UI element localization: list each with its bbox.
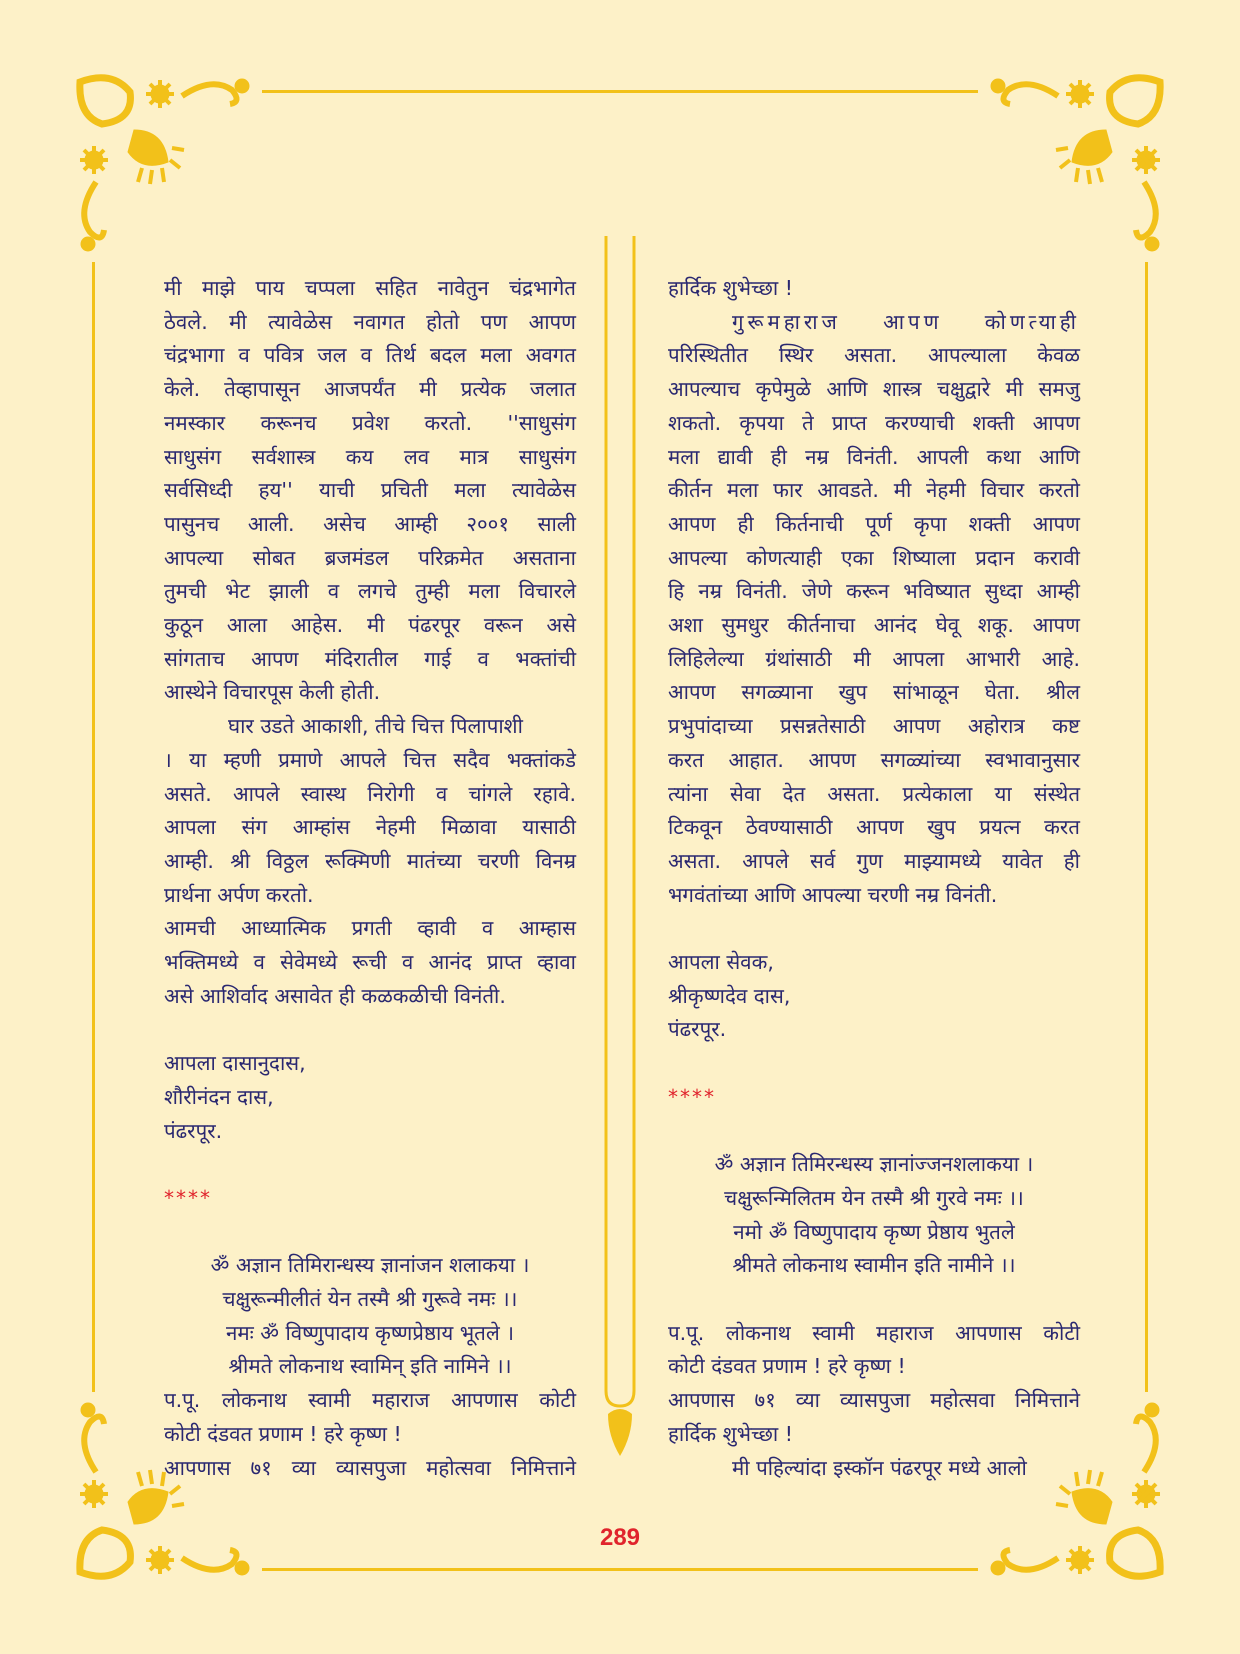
text-line: प.पू. लोकनाथ स्वामी महाराज आपणास कोटी [164,1388,576,1413]
verse-line: चक्षुरून्मीलीतं येन तस्मै श्री गुरूवे नमः ।। [222,1287,518,1312]
text-line: मला द्यावी ही नम्र विनंती. आपली कथा आणि [668,444,1080,469]
verse-line: ॐ अज्ञान तिमिरान्धस्य ज्ञानांजन शलाकया । [210,1253,530,1278]
text-line: कुठून आला आहेस. मी पंढरपूर वरून असे [164,613,576,638]
text-line: असते. आपले स्वास्थ निरोगी व चांगले रहावे. [164,781,576,806]
verse-line: नमो ॐ विष्णुपादाय कृष्ण प्रेष्ठाय भुतले [733,1219,1015,1244]
text-line: तुमची भेट झाली व लगचे तुम्ही मला विचारले [164,579,576,604]
text-line: आस्थेने विचारपूस केली होती. [164,680,381,705]
signature-line: पंढरपूर. [164,1118,223,1143]
verse-line: श्रीमते लोकनाथ स्वामिन् इति नामिने ।। [228,1354,512,1379]
text-line: । या म्हणी प्रमाणे आपले चित्त सदैव भक्तांकडे [164,747,576,772]
text-line: मी माझे पाय चप्पला सहित नावेतुन चंद्रभागेत [164,276,576,300]
text-line: भक्तिमध्ये व सेवेमध्ये रूची व आनंद प्राप्त व्हावा [164,950,576,975]
text-line: भगवंतांच्या आणि आपल्या चरणी नम्र विनंती. [668,882,998,907]
verse-line: नमः ॐ विष्णुपादाय कृष्णप्रेष्ठाय भूतले । [225,1320,515,1345]
verse-line: ॐ अज्ञान तिमिरन्धस्य ज्ञानांज्जनशलाकया । [714,1152,1034,1177]
spacer [164,1216,576,1250]
text-line: गुरूमहाराज आपण कोणत्याही [732,309,1080,334]
text-line: परिस्थितीत स्थिर असता. आपल्याला केवळ [668,343,1080,368]
left-signature [164,1047,576,1148]
text-line: केले. तेव्हापासून आजपर्यंत मी प्रत्येक जलात [164,377,576,402]
text-line: आपणास ७१ व्या व्यासपुजा महोत्सवा निमित्ताने [164,1455,576,1480]
corner-ornament-top-left [72,72,262,262]
right-paragraph-1 [668,306,1080,913]
section-separator-stars: **** [164,1185,212,1210]
right-signature [668,946,1080,1047]
left-paragraph-3 [164,912,576,1013]
opening-line: हार्दिक शुभेच्छा ! [668,276,793,300]
signature-line: शौरीनंदन दास, [164,1084,274,1109]
text-line: प.पू. लोकनाथ स्वामी महाराज आपणास कोटी [668,1320,1080,1345]
signature-line: आपला सेवक, [668,950,774,975]
spacer [668,912,1080,946]
text-line: पासुनच आली. असेच आम्ही २००१ साली [164,511,576,536]
text-line: प्रभुपांदाच्या प्रसन्नतेसाठी आपण अहोरात्र कष्ट [668,714,1080,739]
text-line: ठेवले. मी त्यावेळेस नवागत होतो पण आपण [164,309,576,334]
text-line: आपल्या कोणत्याही एका शिष्याला प्रदान करावी [668,545,1080,570]
text-line: हार्दिक शुभेच्छा ! [668,1421,793,1446]
column-divider-tilak [598,236,642,1456]
text-line: कोटी दंडवत प्रणाम ! हरे कृष्ण ! [164,1421,402,1446]
text-line: आम्ही. श्री विठ्ठल रूक्मिणी मातंच्या चरणी विनम्र [164,848,576,873]
left-column [164,272,576,1485]
text-line: आपल्या सोबत ब्रजमंडल परिक्रमेत असताना [164,545,576,570]
text-line: असे आशिर्वाद असावेत ही कळकळीची विनंती. [164,983,506,1008]
signature-line: पंढरपूर. [668,1017,727,1042]
text-line: चंद्रभागा व पवित्र जल व तिर्थ बदल मला अवगत [164,343,576,368]
text-line: सांगताच आपण मंदिरातील गाई व भक्तांची [164,646,576,671]
text-line: घार उडते आकाशी, तीचे चित्त पिलापाशी [228,714,523,739]
left-closing [164,1384,576,1485]
right-verse [668,1148,1080,1283]
text-line: प्रार्थना अर्पण करतो. [164,882,314,907]
signature-line: आपला दासानुदास, [164,1051,306,1076]
right-closing [668,1317,1080,1486]
spacer [164,1148,576,1182]
text-line: असता. आपले सर्व गुण माझ्यामध्ये यावेत ही [668,848,1080,873]
text-line: साधुसंग सर्वशास्त्र कय लव मात्र साधुसंग [164,444,576,469]
text-line: करत आहात. आपण सगळ्यांच्या स्वभावानुसार [668,747,1080,772]
left-paragraph-2 [164,710,576,912]
spacer [668,1283,1080,1317]
text-line: आमची आध्यात्मिक प्रगती व्हावी व आम्हास [164,916,576,941]
page-number: 289 [599,1524,641,1551]
text-line: कीर्तन मला फार आवडते. मी नेहमी विचार करतो [668,478,1080,503]
text-line: मी पहिल्यांदा इस्कॉन पंढरपूर मध्ये आलो [732,1455,1027,1480]
text-line: हि नम्र विनंती. जेणे करून भविष्यात सुध्दा आम्ही [668,579,1080,604]
corner-ornament-top-right [978,72,1168,262]
spacer [668,1047,1080,1081]
verse-line: चक्षुरून्मिलितम येन तस्मै श्री गुरवे नमः ।। [724,1185,1024,1210]
text-line: त्यांना सेवा देत असता. प्रत्येकाला या संस्थेत [668,781,1080,806]
section-separator-stars: **** [668,1084,716,1109]
signature-line: श्रीकृष्णदेव दास, [668,983,791,1008]
text-line: शकतो. कृपया ते प्राप्त करण्याची शक्ती आपण [668,410,1080,435]
frame-top-line [262,90,978,93]
text-line: आपणास ७१ व्या व्यासपुजा महोत्सवा निमित्ताने [668,1388,1080,1413]
frame-bottom-line [262,1568,978,1571]
left-paragraph-1 [164,272,576,710]
text-line: नमस्कार करूनच प्रवेश करतो. ''साधुसंग [164,410,576,435]
frame-left-line [92,262,95,1392]
text-line: आपला संग आम्हांस नेहमी मिळावा यासाठी [164,815,576,840]
text-line: आपल्याच कृपेमुळे आणि शास्त्र चक्षुद्वारे मी समजु [668,377,1080,402]
spacer [164,1013,576,1047]
frame-right-line [1145,262,1148,1392]
text-line: आपण ही किर्तनाची पूर्ण कृपा शक्ती आपण [668,511,1080,536]
text-line: टिकवून ठेवण्यासाठी आपण खुप प्रयत्न करत [668,815,1080,840]
spacer [668,1115,1080,1149]
text-line: सर्वसिध्दी हय'' याची प्रचिती मला त्यावेळेस [164,478,576,503]
left-verse [164,1249,576,1384]
text-line: आपण सगळ्याना खुप सांभाळून घेता. श्रील [668,680,1080,705]
text-line: लिहिलेल्या ग्रंथांसाठी मी आपला आभारी आहे. [668,646,1080,671]
text-line: अशा सुमधुर कीर्तनाचा आनंद घेवू शकू. आपण [668,613,1080,638]
right-column [668,272,1080,1485]
verse-line: श्रीमते लोकनाथ स्वामीन इति नामीने ।। [732,1253,1016,1278]
text-line: कोटी दंडवत प्रणाम ! हरे कृष्ण ! [668,1354,906,1379]
